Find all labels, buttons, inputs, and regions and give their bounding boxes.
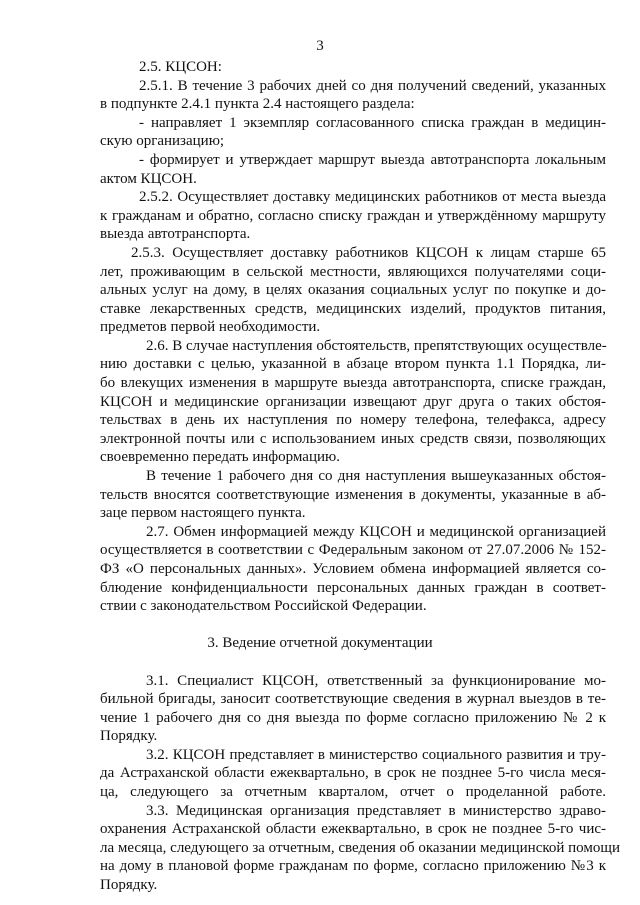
text-line: - направляет 1 экземпляр согласованного списка граждан в медицин- xyxy=(139,114,606,131)
section-heading: 3. Ведение отчетной документации xyxy=(207,635,433,652)
text-line: 3.3. Медицинская организация представляет в министерство здраво- xyxy=(146,802,606,819)
text-line: охранения Астраханской области ежеквартально, в срок не позднее 5-го чис- xyxy=(100,821,606,838)
text-line: бильной бригады, заносит соответствующие сведения в журнал выездов в те- xyxy=(100,691,606,708)
text-line: альных услуг на дому, в целях оказания социальных услуг по покупке и до- xyxy=(100,282,606,299)
text-line: 2.5.1. В течение 3 рабочих дней со дня получений сведений, указанных xyxy=(139,77,606,94)
text-line: 3.1. Специалист КЦСОН, ответственный за функционирование мо- xyxy=(146,672,606,689)
text-line: ла месяца, следующего за отчетным, сведения об оказании медицинской помощи xyxy=(100,839,620,856)
text-line: предметов первой необходимости. xyxy=(100,319,321,336)
text-line: на дому в плановой форме гражданам по форме, согласно приложению №3 к xyxy=(100,858,606,875)
text-line: 2.5. КЦСОН: xyxy=(139,59,222,75)
text-line: скую организацию; xyxy=(100,133,225,150)
text-line: ФЗ «О персональных данных». Условием обмена информацией является со- xyxy=(100,560,606,577)
text-line: к гражданам и обратно, согласно списку граждан и утверждённому маршруту xyxy=(100,207,606,224)
page-number: 3 xyxy=(316,38,324,54)
text-line: актом КЦСОН. xyxy=(100,170,197,187)
text-line: лет, проживающим в сельской местности, являющихся получателями соци- xyxy=(100,263,606,280)
text-line: Порядку. xyxy=(100,877,158,893)
text-line: 2.5.3. Осуществляет доставку работников КЦСОН к лицам старше 65 xyxy=(131,244,606,261)
text-line: нию доставки с целью, указанной в абзаце втором пункта 1.1 Порядка, ли- xyxy=(100,356,606,373)
text-line: тельствах в день их наступления по номеру телефона, телефакса, адресу xyxy=(100,412,606,429)
text-line: чение 1 рабочего дня со дня выезда по форме согласно приложению № 2 к xyxy=(100,709,606,726)
text-line: 2.7. Обмен информацией между КЦСОН и медицинской организацией xyxy=(146,523,606,540)
text-line: 2.6. В случае наступления обстоятельств, препятствующих осуществле- xyxy=(146,337,607,354)
text-line: выезда автотранспорта. xyxy=(100,226,251,243)
text-line: бо влекущих изменения в маршруте выезда автотранспорта, списке граждан, xyxy=(100,375,606,392)
text-line: ца, следующего за отчетным кварталом, отчет о проделанной работе. xyxy=(100,784,606,801)
text-line: ствии с законодательством Российской Федерации. xyxy=(100,598,427,615)
text-line: в подпункте 2.4.1 пункта 2.4 настоящего раздела: xyxy=(100,96,415,113)
text-line: да Астраханской области ежеквартально, в срок не позднее 5-го числа меся- xyxy=(100,765,606,782)
text-line: 3.2. КЦСОН представляет в министерство социального развития и тру- xyxy=(146,746,606,763)
text-line: В течение 1 рабочего дня со дня наступления вышеуказанных обстоя- xyxy=(146,468,606,484)
text-line: КЦСОН и медицинские организации извещают друг друга о таких обстоя- xyxy=(100,393,606,410)
text-line: осуществляется в соответствии с Федеральным законом от 27.07.2006 № 152- xyxy=(100,542,606,559)
text-line: тельств вносятся соответствующие изменения в документы, указанные в аб- xyxy=(100,486,606,503)
text-line: ставке лекарственных средств, медицинских изделий, продуктов питания, xyxy=(100,300,606,317)
text-line: 2.5.2. Осуществляет доставку медицинских работников от места выезда xyxy=(139,189,606,206)
text-line: - формирует и утверждает маршрут выезда автотранспорта локальным xyxy=(139,151,606,168)
text-line: электронной почты или с использованием иных средств связи, позволяющих xyxy=(100,430,606,447)
text-line: блюдение конфиденциальности персональных данных граждан в соответ- xyxy=(100,579,606,596)
text-line: Порядку. xyxy=(100,728,158,745)
text-line: заце первом настоящего пункта. xyxy=(100,505,306,522)
text-line: своевременно передать информацию. xyxy=(100,449,340,466)
